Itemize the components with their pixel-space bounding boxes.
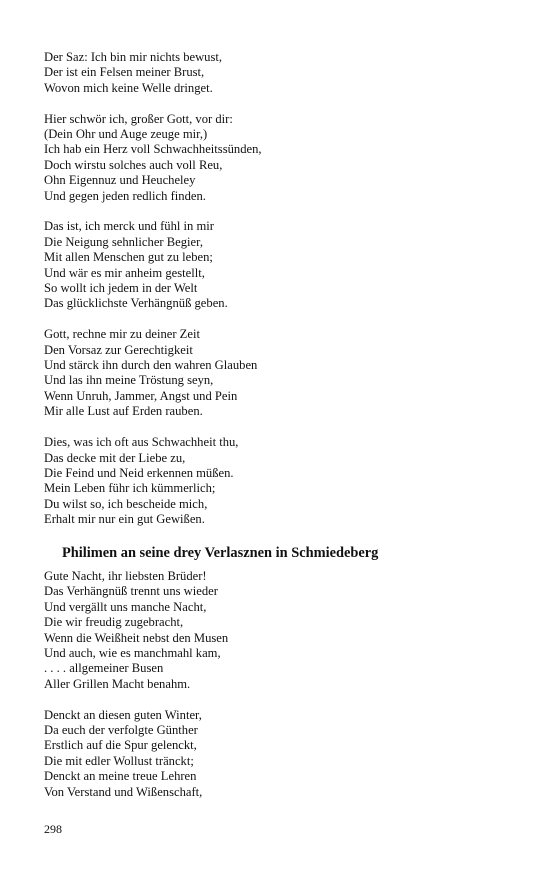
verse-line: Gute Nacht, ihr liebsten Brüder! [44, 569, 207, 583]
verse-line: . . . . allgemeiner Busen [44, 661, 164, 676]
verse-line: Und gegen jeden redlich finden. [44, 188, 206, 203]
verse-line: Der ist ein Felsen meiner Brust, [44, 65, 205, 80]
poem-body [44, 569, 514, 815]
verse-line: Von Verstand und Wißenschaft, [44, 784, 203, 799]
poem-title: Philimen an seine drey Verlasznen in Schmiedeberg [62, 545, 379, 561]
verse-line: (Dein Ohr und Auge zeuge mir,) [44, 127, 208, 142]
verse-line: Der Saz: Ich bin mir nichts bewust, [44, 50, 223, 64]
verse-line: Ich hab ein Herz voll Schwachheitssünden, [44, 142, 262, 157]
verse-line: Und stärck ihn durch den wahren Glauben [44, 358, 258, 373]
verse-line: Du wilst so, ich bescheide mich, [44, 496, 208, 511]
verse-line: Die wir freudig zugebracht, [44, 615, 184, 630]
verse-line: Mit allen Menschen gut zu leben; [44, 250, 213, 265]
stanza [44, 569, 514, 692]
stanza [44, 708, 514, 800]
verse-line: Und auch, wie es manchmahl kam, [44, 646, 221, 661]
verse-line: Denckt an meine treue Lehren [44, 769, 197, 784]
verse-line: Wenn die Weißheit nebst den Musen [44, 630, 229, 645]
verse-line: Die Neigung sehnlicher Begier, [44, 234, 203, 249]
verse-line: Das glücklichste Verhängnüß geben. [44, 296, 228, 311]
verse-line: Erstlich auf die Spur gelenckt, [44, 738, 197, 753]
verse-line: Dies, was ich oft aus Schwachheit thu, [44, 435, 239, 450]
stanza [44, 112, 514, 204]
verse-line: Die Feind und Neid erkennen müßen. [44, 465, 234, 480]
verse-line: Die mit edler Wollust tränckt; [44, 753, 194, 768]
verse-line: Aller Grillen Macht benahm. [44, 676, 191, 691]
verse-line: Das Verhängnüß trennt uns wieder [44, 584, 218, 599]
verse-line: Wovon mich keine Welle dringet. [44, 80, 213, 95]
page-number: 298 [44, 822, 62, 836]
verse-line: Doch wirstu solches auch voll Reu, [44, 157, 223, 172]
verse-line: Mir alle Lust auf Erden rauben. [44, 404, 203, 419]
verse-line: Gott, rechne mir zu deiner Zeit [44, 327, 200, 342]
stanza [44, 219, 514, 311]
verse-line: So wollt ich jedem in der Welt [44, 281, 198, 296]
verse-line: Ohn Eigennuz und Heucheley [44, 173, 196, 188]
verse-line: Das ist, ich merck und fühl in mir [44, 219, 214, 234]
verse-line: Denckt an diesen guten Winter, [44, 707, 202, 722]
stanza [44, 50, 514, 96]
poem-continuation [44, 50, 514, 543]
verse-line: Und las ihn meine Tröstung seyn, [44, 373, 214, 388]
verse-line: Erhalt mir nur ein gut Gewißen. [44, 512, 205, 527]
stanza [44, 327, 514, 419]
verse-line: Hier schwör ich, großer Gott, vor dir: [44, 111, 233, 126]
verse-line: Und wär es mir anheim gestellt, [44, 265, 205, 280]
verse-line: Den Vorsaz zur Gerechtigkeit [44, 342, 193, 357]
verse-line: Da euch der verfolgte Günther [44, 723, 198, 738]
verse-line: Mein Leben führ ich kümmerlich; [44, 481, 216, 496]
verse-line: Und vergällt uns manche Nacht, [44, 599, 207, 614]
verse-line: Wenn Unruh, Jammer, Angst und Pein [44, 388, 238, 403]
stanza [44, 435, 514, 527]
verse-line: Das decke mit der Liebe zu, [44, 450, 186, 465]
